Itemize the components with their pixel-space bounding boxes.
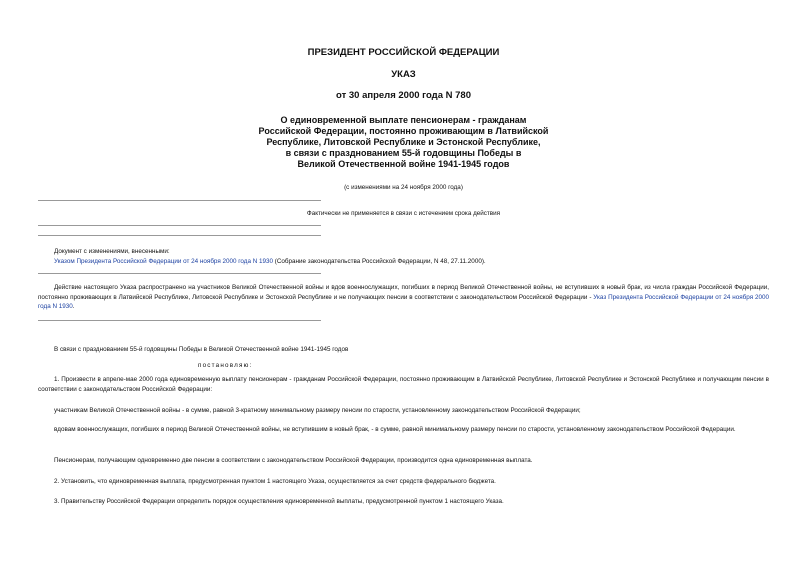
item-paragraph: 3. Правительству Российской Федерации определить порядок осуществления единовременной выплаты, предусмотренной пунктом 1 настоящего Указа.	[54, 498, 504, 505]
scope-decree-link[interactable]: Указ Президента Российской Федерации от 24 ноября 2000 года N 1930	[38, 293, 769, 310]
item-paragraph: вдовам военнослужащих, погибших в период Великой Отечественной войны, не вступившим в новый брак, - в сумме, равной минимальному размеру пенсии по старости, установленному законодательством Российской Федерации.	[54, 426, 736, 433]
divider	[38, 225, 321, 226]
amendments-intro: Документ с изменениями, внесенными:	[54, 248, 170, 255]
amendments-reference	[38, 257, 769, 267]
document-subject	[200, 115, 607, 170]
divider	[38, 200, 321, 201]
subject-line: Российской Федерации, постоянно проживающим в Латвийской	[258, 126, 549, 136]
item-paragraph: Пенсионерам, получающим одновременно две пенсии в соответствии с законодательством Российской Федерации, производится одна единовременная выплата.	[54, 457, 533, 464]
divider	[38, 320, 321, 321]
amended-note: (с изменениями на 24 ноября 2000 года)	[344, 184, 463, 191]
subject-line: Великой Отечественной войне 1941-1945 годов	[297, 159, 510, 169]
scope-note	[38, 283, 769, 312]
scope-end: .	[72, 303, 75, 310]
issuer-heading: ПРЕЗИДЕНТ РОССИЙСКОЙ ФЕДЕРАЦИИ	[307, 47, 500, 58]
item-paragraph: 1. Произвести в апреле-мае 2000 года единовременную выплату пенсионерам - гражданам Российской Федерации, постоянно проживающим в Латвийской Республике, Литовской Республике и Эстонской Республике и получающим пенсии в соответствии с законодательством Российской Федерации:	[38, 376, 769, 393]
scope-text: Действие настоящего Указа распространено на участников Великой Отечественной войны и вдов военнослужащих, погибших в период Великой Отечественной войны, не вступивших в новый брак, из числа граждан Российской Федерации, постоянно проживающих в Латвийской Республике, Литовской Республике и Эстонской Республике и не получающих пенсии в соответствии с законодательством Российской Федерации -	[38, 284, 769, 301]
item-paragraph: 2. Установить, что единовременная выплата, предусмотренная пунктом 1 настоящего Указа, осуществляется за счет средств федерального бюджета.	[54, 478, 496, 485]
subject-line: Республике, Литовской Республике и Эстонской Республике,	[266, 137, 541, 147]
divider	[38, 273, 321, 274]
document-type: УКАЗ	[391, 69, 416, 80]
subject-line: О единовременной выплате пенсионерам - гражданам	[280, 115, 527, 125]
item-paragraph: участникам Великой Отечественной войны - в сумме, равной 3-кратному минимальному размеру пенсии по старости, установленному законодательством Российской Федерации;	[54, 407, 581, 414]
not-applied-note: Фактически не применяется в связи с истечением срока действия	[306, 210, 501, 217]
amendments-block	[38, 247, 769, 266]
document-date-number: от 30 апреля 2000 года N 780	[336, 90, 471, 101]
decree-word: постановляю:	[198, 362, 253, 369]
amending-decree-link[interactable]: Указом Президента Российской Федерации от 24 ноября 2000 года N 1930	[54, 257, 274, 265]
divider	[38, 235, 321, 236]
amendments-source: (Собрание законодательства Российской Федерации, N 48, 27.11.2000).	[273, 257, 486, 265]
preamble: В связи с празднованием 55-й годовщины Победы в Великой Отечественной войне 1941-1945 годов	[54, 346, 349, 353]
subject-line: в связи с празднованием 55-й годовщины Победы в	[285, 148, 522, 158]
